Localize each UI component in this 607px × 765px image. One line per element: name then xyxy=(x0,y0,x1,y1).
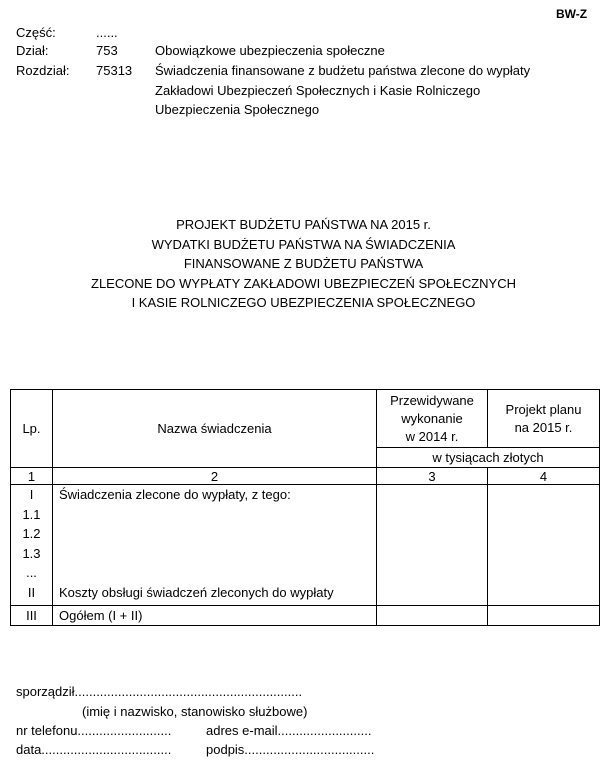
col-number-2: 2 xyxy=(53,468,377,485)
col-number-3: 3 xyxy=(377,468,488,485)
title-line2: WYDATKI BUDŻETU PAŃSTWA NA ŚWIADCZENIA xyxy=(151,236,456,252)
row-name: Koszty obsługi świadczeń zleconych do wypłaty xyxy=(59,584,334,600)
body-plan-cell xyxy=(488,485,600,606)
rozdzial-desc-line3: Ubezpieczenia Społecznego xyxy=(155,102,320,117)
header-forecast-line3: w 2014 r. xyxy=(405,428,459,444)
signature-sign: podpis.................................... xyxy=(206,742,375,757)
row-lp: 1.3 xyxy=(22,545,41,561)
dzial-label: Dział: xyxy=(16,43,49,58)
title-line1: PROJEKT BUDŻETU PAŃSTWA NA 2015 r. xyxy=(176,217,431,232)
rozdzial-label: Rozdział: xyxy=(16,63,70,78)
row-name xyxy=(59,563,376,583)
header-forecast-line1: Przewidywane xyxy=(390,392,474,408)
row-lp: 1.1 xyxy=(22,506,41,522)
title-line5: I KASIE ROLNICZEGO UBEZPIECZENIA SPOŁECZNEGO xyxy=(131,295,476,310)
body-name-cell xyxy=(53,485,377,606)
document-title xyxy=(0,215,607,313)
form-code: BW-Z xyxy=(556,7,588,21)
row-lp: II xyxy=(27,584,36,600)
header-unit: w tysiącach złotych xyxy=(377,448,600,468)
header-plan-line1: Projekt planu xyxy=(505,401,582,417)
total-forecast xyxy=(377,606,488,626)
col-number-4: 4 xyxy=(488,468,600,485)
title-line3: FINANSOWANE Z BUDŻETU PAŃSTWA xyxy=(183,256,424,271)
row-name xyxy=(59,524,376,544)
header-lp: Lp. xyxy=(11,390,53,468)
dzial-value: 753 xyxy=(96,43,118,58)
budget-table xyxy=(10,389,600,626)
title-line4: ZLECONE DO WYPŁATY ZAKŁADOWI UBEZPIECZEŃ SPOŁECZNYCH xyxy=(91,275,516,291)
signature-phone: nr telefonu.......................... xyxy=(16,723,172,738)
row-name xyxy=(59,505,376,525)
body-forecast-cell xyxy=(377,485,488,606)
header-forecast xyxy=(377,390,488,448)
header-plan-line2: na 2015 r. xyxy=(514,419,573,435)
signature-date: data.................................... xyxy=(16,742,172,757)
czesc-value: ...... xyxy=(96,25,118,40)
total-lp: III xyxy=(11,606,53,626)
header-forecast-line2: wykonanie xyxy=(401,410,463,426)
header-plan xyxy=(488,390,600,448)
rozdzial-desc-line2: Zakładowi Ubezpieczeń Społecznych i Kasie Rolniczego xyxy=(155,83,481,98)
row-lp: ... xyxy=(26,565,37,580)
dzial-desc: Obowiązkowe ubezpieczenia społeczne xyxy=(155,43,385,58)
signature-name-caption: (imię i nazwisko, stanowisko służbowe) xyxy=(82,704,308,719)
rozdzial-value: 75313 xyxy=(96,63,133,78)
row-name: Świadczenia zlecone do wypłaty, z tego: xyxy=(59,487,291,502)
row-lp: 1.2 xyxy=(22,526,41,541)
row-name xyxy=(59,544,376,564)
rozdzial-desc-line1: Świadczenia finansowane z budżetu państwa zlecone do wypłaty xyxy=(155,63,531,78)
row-lp: I xyxy=(29,487,34,502)
body-lp-cell xyxy=(11,485,53,606)
col-number-1: 1 xyxy=(11,468,53,485)
czesc-label: Część: xyxy=(16,25,56,40)
total-name: Ogółem (I + II) xyxy=(53,606,377,626)
total-plan xyxy=(488,606,600,626)
header-name: Nazwa świadczenia xyxy=(53,390,377,468)
signature-sporzadzil: sporządził............................................................... xyxy=(16,684,303,699)
signature-email: adres e-mail.......................... xyxy=(206,723,372,738)
